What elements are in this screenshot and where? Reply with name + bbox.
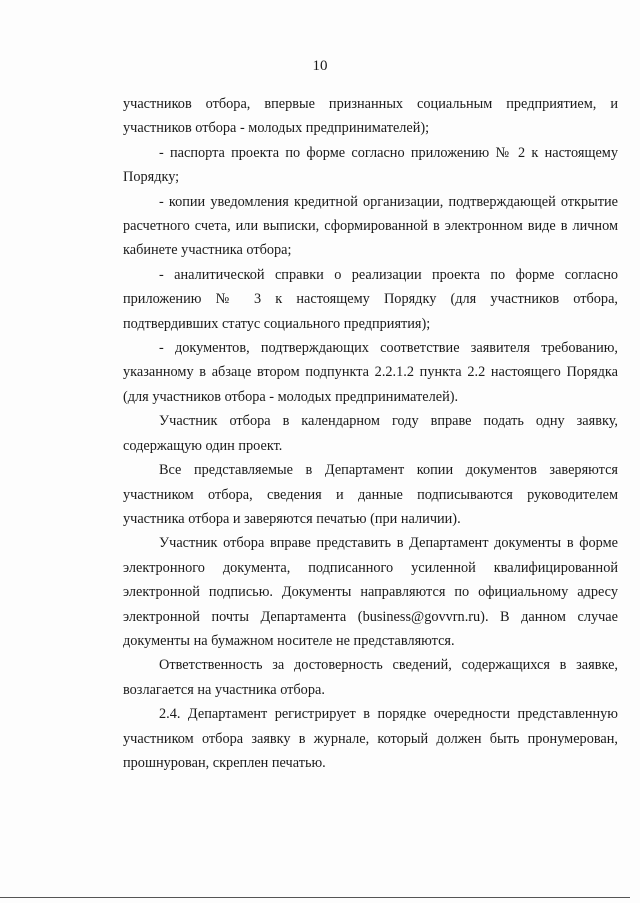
paragraph: Участник отбора вправе представить в Департамент документы в форме электронного документа, подписанного усиленной квалифицированной электронной подписью. Документы направляются по официальному адресу электронной почты Департамента (business@govvrn.ru). В данном случае документы на бумажном носителе не представляются.	[123, 535, 618, 649]
paragraph: - аналитической справки о реализации проекта по форме согласно приложению № 3 к настоящему Порядку (для участников отбора, подтвердивших статус социального предприятия);	[123, 266, 618, 332]
paragraph: Ответственность за достоверность сведений, содержащихся в заявке, возлагается на участника отбора.	[123, 657, 618, 698]
paragraph: - паспорта проекта по форме согласно приложению № 2 к настоящему Порядку;	[123, 144, 618, 186]
paragraph: - копии уведомления кредитной организации, подтверждающей открытие расчетного счета, или выписки, сформированной в электронном виде в личном кабинете участника отбора;	[123, 193, 618, 259]
paragraph: - документов, подтверждающих соответствие заявителя требованию, указанному в абзаце втором подпункта 2.2.1.2 пункта 2.2 настоящего Порядка (для участников отбора - молодых предпринимателей).	[123, 340, 618, 405]
paragraph: 2.4. Департамент регистрирует в порядке очередности представленную участником отбора заявку в журнале, который должен быть пронумерован, прошнурован, скреплен печатью.	[123, 706, 618, 771]
bottom-border-line	[0, 897, 630, 898]
document-body	[123, 92, 618, 775]
paragraph: участников отбора, впервые признанных социальным предприятием, и участников отбора - молодых предпринимателей);	[123, 96, 618, 137]
paragraph: Все представляемые в Департамент копии документов заверяются участником отбора, сведения и данные подписываются руководителем участника отбора и заверяются печатью (при наличии).	[123, 462, 618, 527]
page-number: 10	[312, 58, 328, 74]
paragraph: Участник отбора в календарном году вправе подать одну заявку, содержащую один проект.	[123, 413, 618, 454]
